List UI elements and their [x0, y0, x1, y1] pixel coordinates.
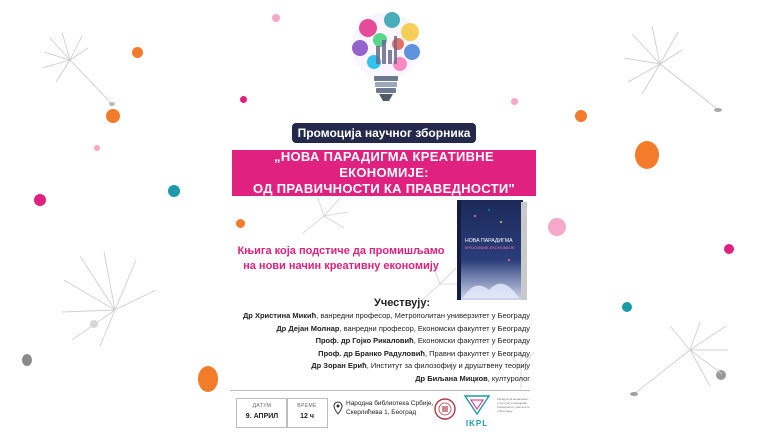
- decor-dot: [106, 109, 120, 123]
- creative-lightbulb-icon: [330, 6, 442, 118]
- date-value: 9. АПРИЛ: [245, 413, 279, 420]
- venue-address: [346, 399, 436, 417]
- dandelion-seed-icon: [40, 30, 130, 110]
- decor-dot: [724, 244, 734, 254]
- participant-row: Др Христина Микић, ванредни професор, Метрополитан универзитет у Београду: [242, 311, 530, 320]
- event-type-badge: Промоција научног зборника: [292, 123, 476, 143]
- ikpl-triangle-icon: [462, 394, 492, 416]
- participant-row: Проф. др Бранко Радуловић, Правни факултет у Београду: [318, 348, 530, 358]
- decor-dot: [94, 145, 100, 151]
- book-title-line-2: ОД ПРАВИЧНОСТИ КА ПРАВЕДНОСТИ": [253, 181, 515, 196]
- department-text-2: у култури и медијима: [497, 401, 527, 405]
- decor-dot: [236, 219, 245, 228]
- location-pin-icon: [333, 401, 343, 415]
- decor-dot: [34, 194, 46, 206]
- participant-row: Др Дејан Молнар, ванредни професор, Економски факултет у Београду: [276, 323, 530, 333]
- dandelion-seed-icon: [630, 320, 730, 400]
- venue-line-1: Народна библиотека Србије,: [346, 400, 434, 407]
- date-box: [236, 398, 288, 428]
- book-cover-title-2: КРЕАТИВНЕ ЕКОНОМИЈЕ: [465, 245, 515, 250]
- footer-divider: [230, 390, 530, 391]
- decor-dot: [22, 354, 32, 366]
- tagline: [236, 244, 446, 274]
- decor-dot: [575, 110, 587, 122]
- department-text-1: Катедра за менаџмент: [497, 397, 529, 401]
- department-text-4: у Београду: [497, 409, 513, 413]
- decor-dot: [198, 366, 218, 392]
- decor-dot: [511, 98, 518, 105]
- time-label: ВРЕМЕ: [297, 403, 317, 409]
- participant-row: Проф. др Гојко Рикаловић, Економски факултет у Београду: [315, 336, 530, 346]
- dandelion-seed-icon: [60, 250, 170, 350]
- participants-heading: Учествују:: [373, 297, 430, 309]
- department-logo: [497, 397, 531, 427]
- decor-dot: [635, 141, 659, 169]
- participant-row: Др Биљана Мицков, културолог: [415, 373, 530, 383]
- dandelion-seed-icon: [300, 196, 350, 236]
- book-cover-image: [455, 198, 530, 304]
- book-title-line-1: „НОВА ПАРАДИГМА КРЕАТИВНЕ ЕКОНОМИЈЕ:: [274, 149, 494, 180]
- ikpl-label: IKPL: [465, 419, 489, 428]
- decor-dot: [240, 96, 247, 103]
- decor-dot: [168, 185, 180, 197]
- participant-row: Др Зоран Ерић, Институт за филозофију и друштвену теорију: [311, 361, 530, 371]
- decor-dot: [622, 302, 632, 312]
- participants-list: [230, 310, 530, 386]
- tagline-line-2: на нови начин креативну економију: [243, 260, 439, 272]
- time-value: 12 ч: [300, 413, 314, 420]
- decor-dot: [548, 218, 566, 236]
- university-seal-logo: [434, 398, 456, 420]
- time-box: [286, 398, 328, 428]
- dandelion-seed-icon: [620, 24, 730, 114]
- decor-dot: [132, 47, 143, 58]
- book-title-banner: [232, 150, 536, 196]
- date-label: ДАТУМ: [252, 403, 272, 409]
- venue-line-2: Скерлићева 1, Београд: [346, 409, 417, 416]
- ikpl-logo: [462, 394, 492, 428]
- decor-dot: [272, 14, 280, 22]
- book-cover-title-1: НОВА ПАРАДИГМА: [465, 238, 513, 244]
- tagline-line-1: Књига која подстиче да промишљамо: [237, 245, 445, 257]
- department-text-3: Универзитет уметности: [497, 405, 530, 409]
